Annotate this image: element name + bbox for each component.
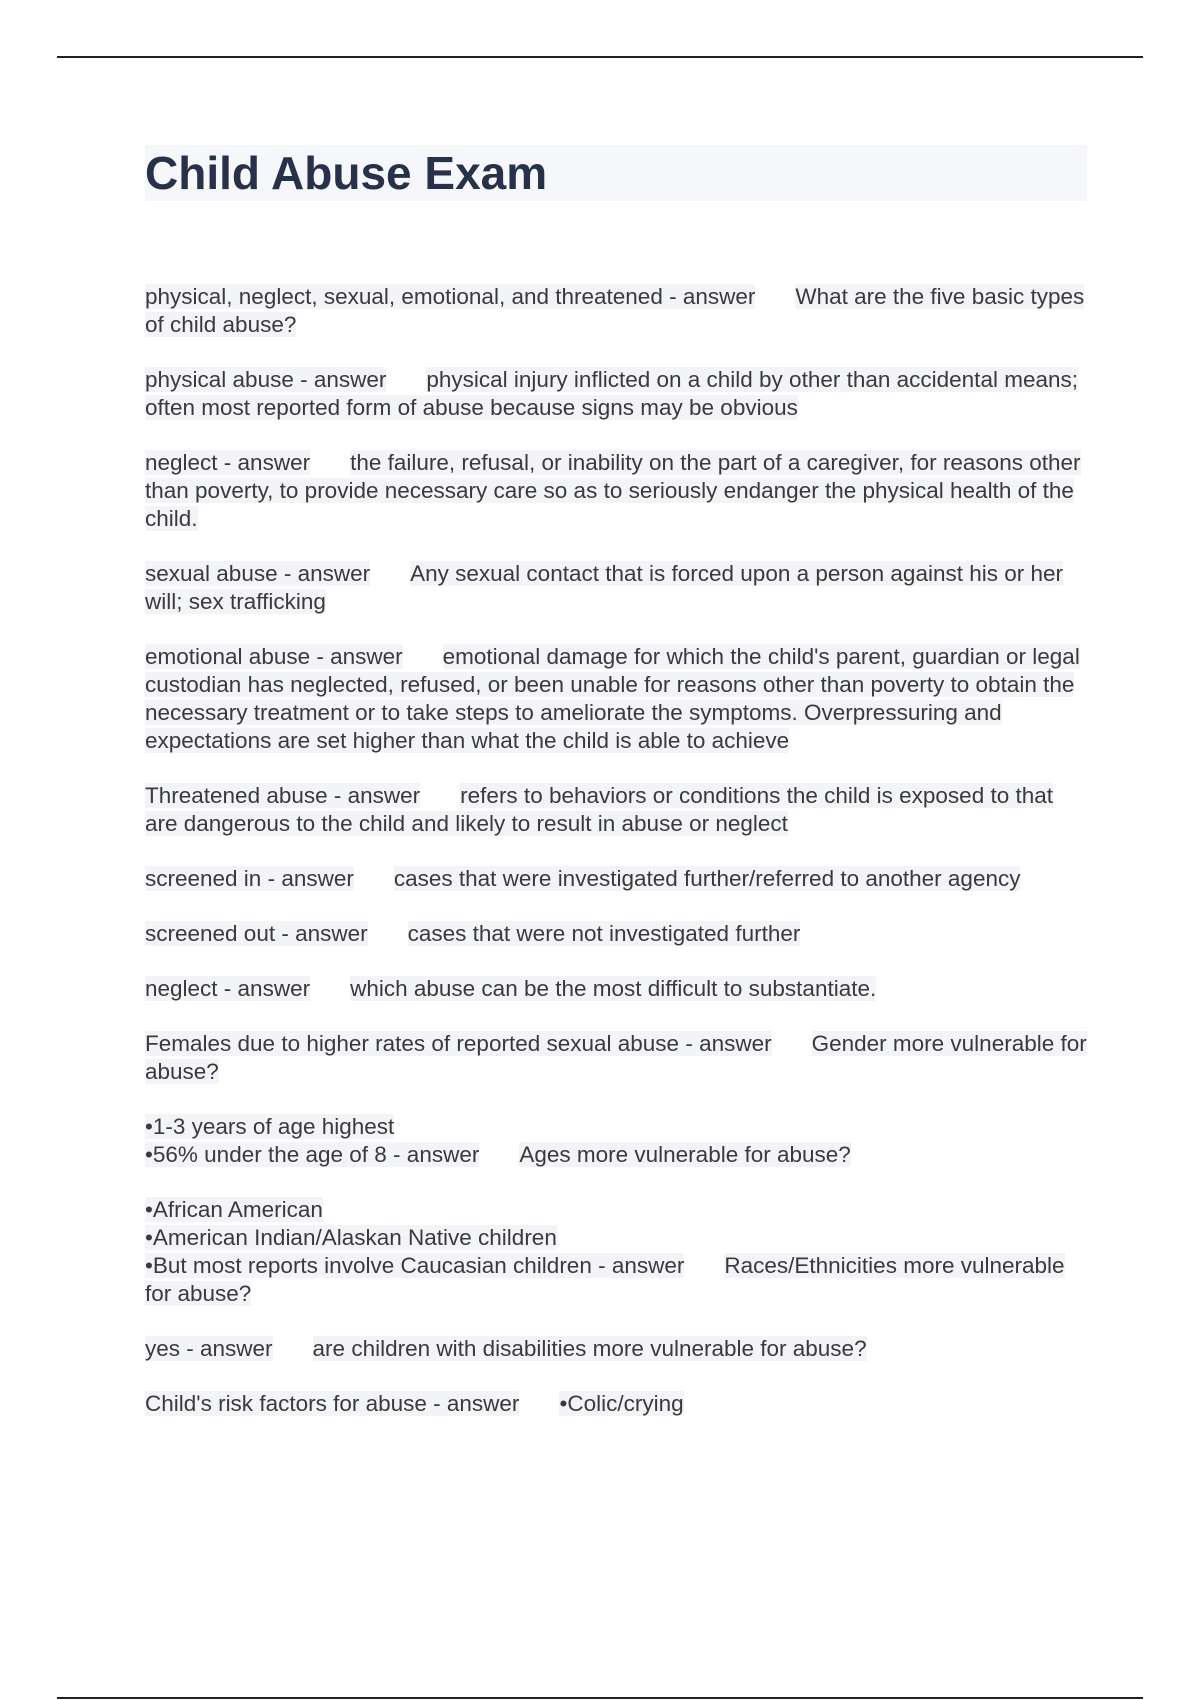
qa-term-line: •American Indian/Alaskan Native children [145,1225,557,1250]
top-rule [57,56,1143,58]
qa-item [145,920,1090,948]
qa-item [145,1196,1090,1308]
qa-item [145,782,1090,838]
qa-term: screened out - answer [145,921,368,946]
qa-item [145,865,1090,893]
qa-term: Threatened abuse - answer [145,783,421,808]
qa-term: screened in - answer [145,866,354,891]
qa-term: •56% under the age of 8 - answer [145,1142,480,1167]
qa-definition: cases that were investigated further/referred to another agency [393,866,1021,891]
qa-term: neglect - answer [145,976,311,1001]
qa-definition: are children with disabilities more vulnerable for abuse? [312,1336,867,1361]
qa-item [145,975,1090,1003]
qa-list [145,283,1090,1445]
qa-term: yes - answer [145,1336,273,1361]
qa-item [145,1335,1090,1363]
qa-item [145,283,1090,339]
qa-definition: Gender more vulnerable for abuse? [145,1031,1087,1084]
qa-definition: •Colic/crying [559,1391,684,1416]
qa-term: Females due to higher rates of reported sexual abuse - answer [145,1031,772,1056]
qa-term: •But most reports involve Caucasian children - answer [145,1253,685,1278]
qa-definition: What are the five basic types of child abuse? [145,284,1085,337]
qa-term: physical abuse - answer [145,367,387,392]
qa-definition: refers to behaviors or conditions the child is exposed to that are dangerous to the child and likely to result in abuse or neglect [145,783,1054,836]
qa-term-line: •1-3 years of age highest [145,1114,395,1139]
qa-item [145,1390,1090,1418]
qa-term: Child's risk factors for abuse - answer [145,1391,520,1416]
qa-term: neglect - answer [145,450,311,475]
qa-definition: emotional damage for which the child's parent, guardian or legal custodian has neglected, refused, or been unable for reasons other than poverty to obtain the necessary treatment or to take steps to ameliorate the symptoms. Overpressuring and expectations are set higher than what the child is able to achieve [145,644,1080,753]
qa-definition: which abuse can be the most difficult to substantiate. [350,976,877,1001]
qa-term: physical, neglect, sexual, emotional, and threatened - answer [145,284,756,309]
qa-definition: Any sexual contact that is forced upon a person against his or her will; sex trafficking [145,561,1064,614]
page-title: Child Abuse Exam [145,145,1087,201]
qa-definition: the failure, refusal, or inability on the part of a caregiver, for reasons other than poverty, to provide necessary care so as to seriously endanger the physical health of the child. [145,450,1081,531]
qa-definition: physical injury inflicted on a child by other than accidental means; often most reported form of abuse because signs may be obvious [145,367,1078,420]
qa-item [145,449,1090,533]
qa-definition: Races/Ethnicities more vulnerable for abuse? [145,1253,1065,1306]
qa-term: emotional abuse - answer [145,644,403,669]
qa-item [145,560,1090,616]
qa-item [145,1030,1090,1086]
qa-definition: Ages more vulnerable for abuse? [519,1142,851,1167]
qa-definition: cases that were not investigated further [407,921,801,946]
bottom-rule [57,1697,1143,1699]
qa-term-line: •African American [145,1197,323,1222]
qa-item [145,1113,1090,1169]
qa-term: sexual abuse - answer [145,561,371,586]
qa-item [145,643,1090,755]
qa-item [145,366,1090,422]
